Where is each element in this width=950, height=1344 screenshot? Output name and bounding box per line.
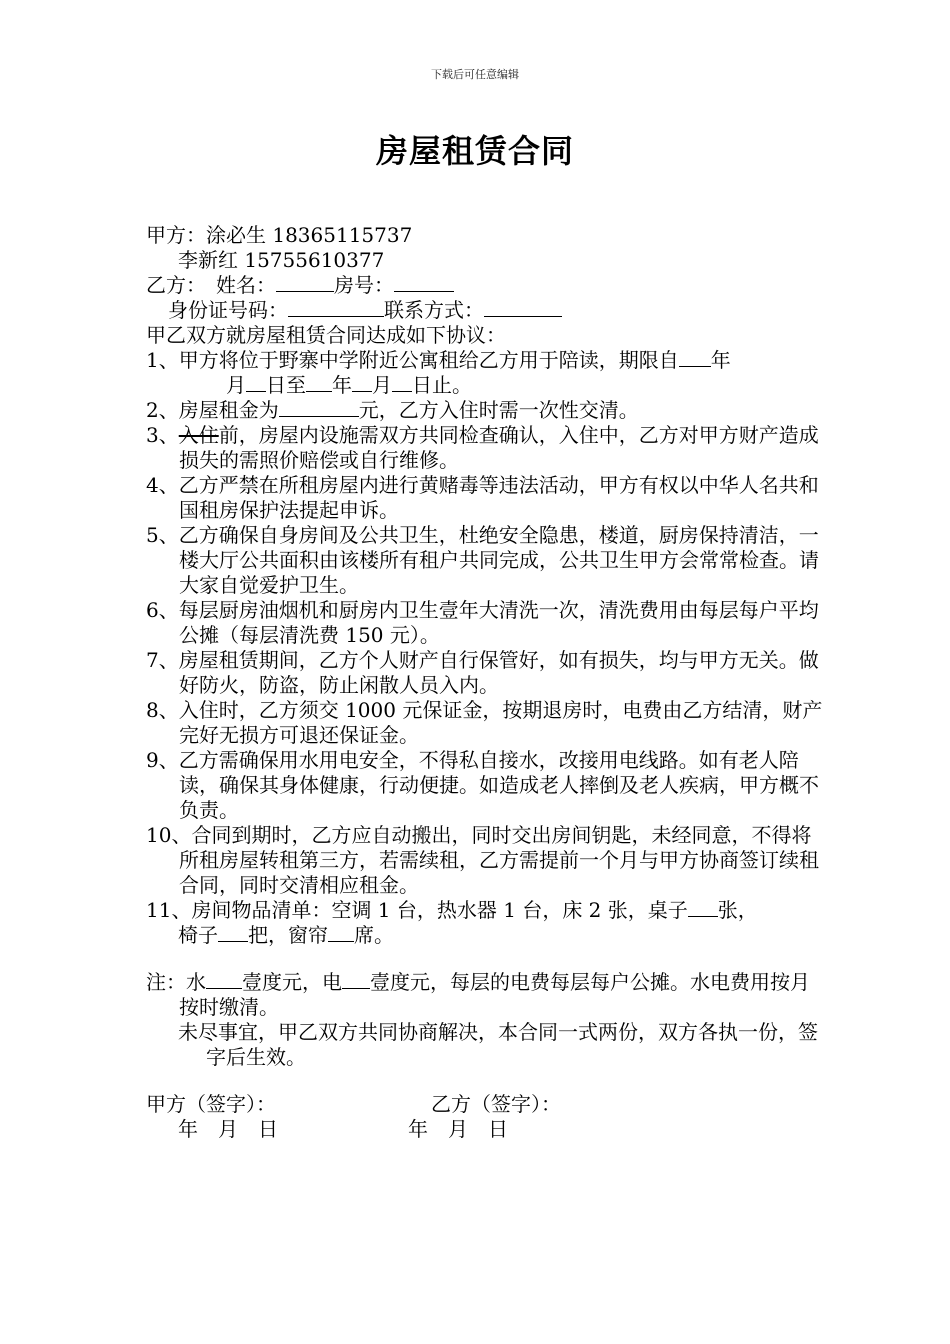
party-b-signature: 乙方（签字）： (431, 1092, 561, 1116)
desk-blank (688, 898, 718, 917)
clause-7: 7、房屋租赁期间，乙方个人财产自行保管好，如有损失，均与甲方无关。做好防火，防盗，防止闲散人员入内。 (146, 648, 819, 697)
party-b-label: 乙方： (146, 273, 206, 297)
clause-1-month: 月 (226, 373, 246, 397)
room-label: 房号： (334, 273, 394, 297)
clause-10: 10、合同到期时，乙方应自动搬出，同时交出房间钥匙，未经同意，不得将所租房屋转租第三方，若需续租，乙方需提前一个月与甲方协商签订续租合同，同时交清相应租金。 (146, 823, 819, 897)
clause-9: 9、乙方需确保用水用电安全，不得私自接水，改接用电线路。如有老人陪读，确保其身体健康，行动便捷。如造成老人摔倒及老人疾病，甲方概不负责。 (146, 748, 819, 822)
clause-3-text: 前，房屋内设施需双方共同检查确认，入住中，乙方对甲方财产造成损失的需照价赔偿或自行维修。 (179, 423, 819, 472)
note (146, 970, 826, 1020)
clause-11-text: 11、房间物品清单：空调 1 台，热水器 1 台，床 2 张，桌子 (146, 898, 688, 922)
note-water: 注：水 (146, 970, 206, 994)
electric-price-blank (342, 970, 370, 989)
remark: 未尽事宜，甲乙双方共同协商解决，本合同一式两份，双方各执一份，签字后生效。 (178, 1020, 818, 1069)
intro: 甲乙双方就房屋租赁合同达成如下协议： (146, 323, 506, 347)
party-a-signature: 甲方（签字）： (146, 1092, 276, 1116)
clause-2 (146, 398, 826, 423)
start-month-blank (246, 373, 266, 392)
rent-blank (279, 398, 359, 417)
clause-5: 5、乙方确保自身房间及公共卫生，杜绝安全隐患，楼道，厨房保持清洁，一楼大厅公共面积由该楼所有租户共同完成，公共卫生甲方会常常检查。请大家自觉爱护卫生。 (146, 523, 819, 597)
end-year-blank (306, 373, 332, 392)
clause-11-desk: 张， (717, 898, 758, 922)
party-b-line1 (146, 273, 826, 298)
clause-1-end-year: 年 (332, 373, 352, 397)
curtain-blank (328, 923, 354, 942)
start-year-blank (679, 348, 711, 367)
id-label: 身份证号码： (168, 298, 288, 322)
clause-11-cont (146, 923, 826, 948)
party-a-contact1: 涂必生 18365115737 (206, 223, 413, 247)
chair-blank (218, 923, 248, 942)
clause-1-text: 1、甲方将位于野寨中学附近公寓租给乙方用于陪读，期限自 (146, 348, 679, 372)
note-rest: 壹度元，每层的电费每层每户公摊。水电费用按月按时缴清。 (179, 970, 810, 1019)
party-a-line1 (146, 223, 826, 248)
clause-3 (146, 423, 826, 473)
contact-label: 联系方式： (384, 298, 484, 322)
clause-1 (146, 348, 826, 373)
clause-11-curtain: 把，窗帘 (248, 923, 328, 947)
clause-1-cont (146, 373, 826, 398)
clause-6: 6、每层厨房油烟机和厨房内卫生壹年大清洗一次，清洗费用由每层每户平均公摊（每层清洗费 150 元）。 (146, 598, 819, 647)
end-day-blank (392, 373, 412, 392)
water-price-blank (206, 970, 242, 989)
clause-11-end: 席。 (354, 923, 394, 947)
party-a-date: 年 月 日 (178, 1117, 278, 1141)
clause-1-end-month: 月 (372, 373, 392, 397)
party-b-line2 (146, 298, 826, 323)
spacer (146, 1070, 826, 1092)
clause-3-num: 3、 (146, 423, 179, 447)
clause-1-end: 日止。 (412, 373, 472, 397)
date-row (146, 1117, 826, 1142)
id-blank (288, 298, 384, 317)
end-month-blank (352, 373, 372, 392)
spacer (146, 948, 826, 970)
clause-8: 8、入住时，乙方须交 1000 元保证金，按期退房时，电费由乙方结清，财产完好无损方可退还保证金。 (146, 698, 823, 747)
clause-1-day-to: 日至 (266, 373, 306, 397)
clause-2-text: 2、房屋租金为 (146, 398, 279, 422)
clause-3-struck: 入住 (178, 423, 219, 447)
party-b-date: 年 月 日 (408, 1117, 508, 1141)
document-title: 房屋租赁合同 (375, 132, 574, 170)
name-label: 姓名： (216, 273, 276, 297)
header-note: 下载后可任意编辑 (431, 68, 519, 81)
clause-1-year: 年 (710, 348, 731, 372)
clause-4: 4、乙方严禁在所租房屋内进行黄赌毒等违法活动，甲方有权以中华人名共和国租房保护法提起申诉。 (146, 473, 819, 522)
contact-blank (484, 298, 562, 317)
contract-body (146, 223, 826, 1142)
clause-11 (146, 898, 826, 923)
clause-2-rest: 元，乙方入住时需一次性交清。 (358, 398, 639, 422)
signature-row (146, 1092, 826, 1117)
room-blank (394, 273, 454, 292)
note-electric: 壹度元，电 (242, 970, 342, 994)
name-blank (276, 273, 334, 292)
clause-11-chair: 椅子 (178, 923, 218, 947)
party-a-label: 甲方： (146, 223, 206, 247)
party-a-line2: 李新红 15755610377 (178, 248, 385, 272)
